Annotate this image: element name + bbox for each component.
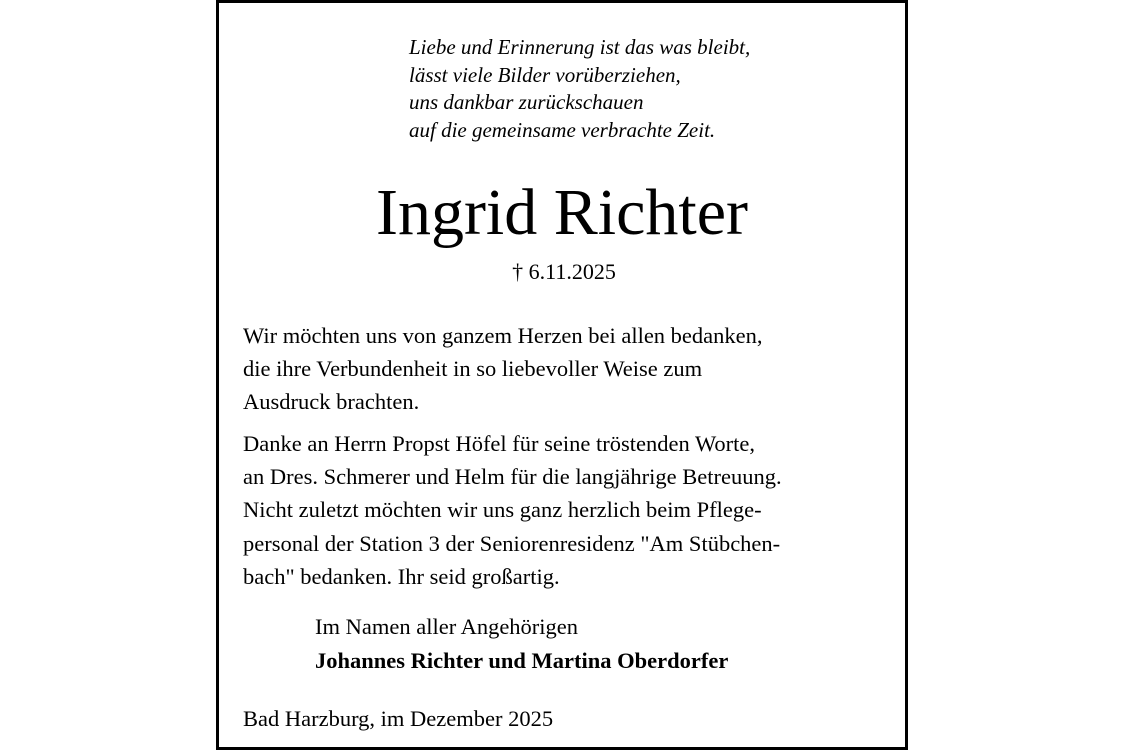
text-line: die ihre Verbundenheit in so liebevoller Weise zum xyxy=(243,356,703,382)
memorial-poem xyxy=(409,34,889,144)
signature-block xyxy=(315,610,728,678)
signature-intro: Im Namen aller Angehörigen xyxy=(315,614,579,639)
poem-line: Liebe und Erinnerung ist das was bleibt, xyxy=(409,35,751,59)
thanks-paragraph-1 xyxy=(243,319,893,419)
poem-line: lässt viele Bilder vorüberziehen, xyxy=(409,62,681,87)
place-and-date: Bad Harzburg, im Dezember 2025 xyxy=(243,706,554,731)
text-line: Wir möchten uns von ganzem Herzen bei allen bedanken, xyxy=(243,323,763,348)
obituary-notice xyxy=(216,0,908,750)
text-line: Nicht zuletzt möchten wir uns ganz herzlich beim Pflege- xyxy=(243,497,762,523)
text-line: Danke an Herrn Propst Höfel für seine tröstenden Worte, xyxy=(243,431,755,456)
text-line: personal der Station 3 der Seniorenresidenz "Am Stübchen- xyxy=(243,530,781,556)
poem-line: uns dankbar zurückschauen xyxy=(409,90,644,114)
text-line: Ausdruck brachten. xyxy=(243,389,420,415)
text-line: bach" bedanken. Ihr seid großartig. xyxy=(243,563,560,589)
deceased-name: Ingrid Richter xyxy=(375,176,749,249)
text-line: an Dres. Schmerer und Helm für die langjährige Betreuung. xyxy=(243,464,782,490)
thanks-paragraph-2 xyxy=(243,427,893,593)
poem-line: auf die gemeinsame verbrachte Zeit. xyxy=(409,117,716,142)
signature-names: Johannes Richter und Martina Oberdorfer xyxy=(315,648,729,673)
death-date: † 6.11.2025 xyxy=(512,259,616,284)
